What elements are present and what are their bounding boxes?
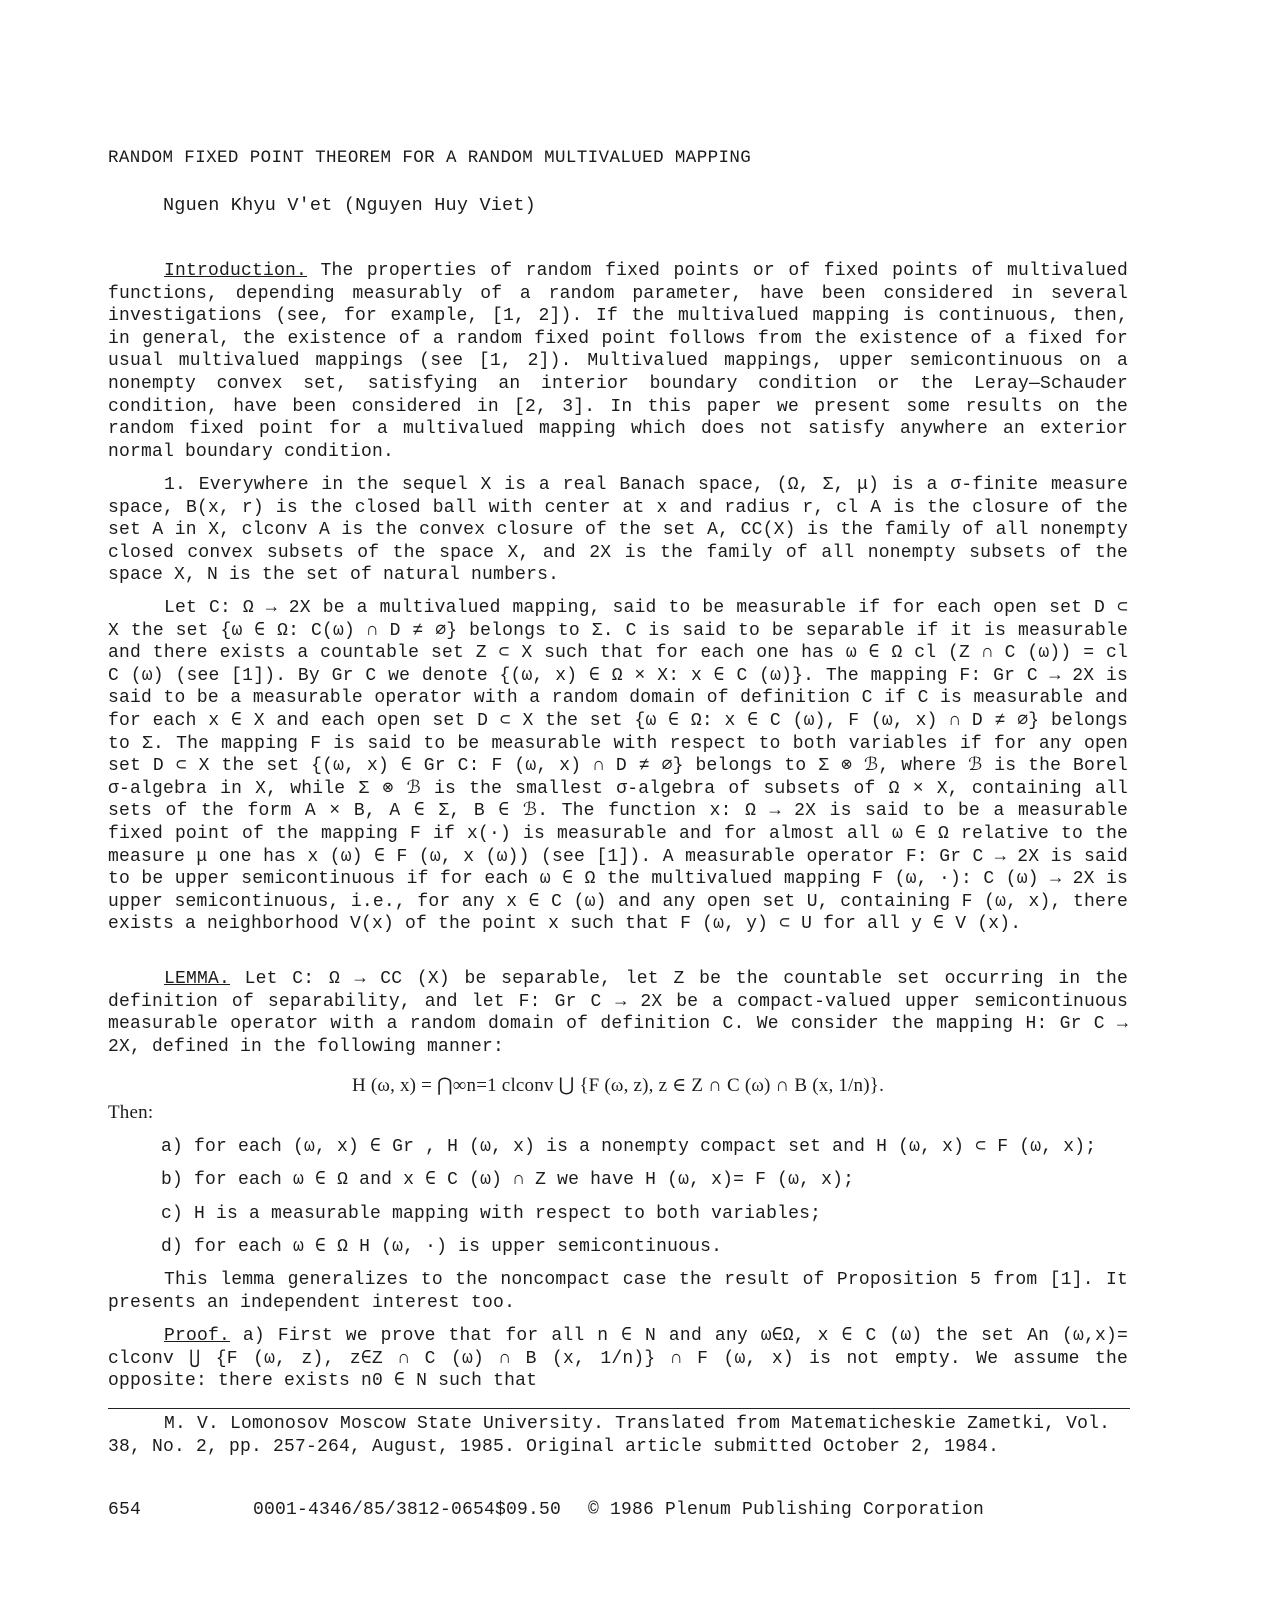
lemma-item-a: a) for each (ω, x) ∈ Gr , H (ω, x) is a nonempty compact set and H (ω, x) ⊂ F (ω, x); <box>161 1137 1097 1157</box>
introduction-text: The properties of random fixed points or of fixed points of multivalued functions, depending measurably of a random parameter, have been considered in several investigations (see, for example, [1, 2]). If the multivalued mapping is continuous, then, in general, the existence of a random fixed point follows from the existence of a fixed for usual multivalued mappings (see [1, 2]). Multivalued mappings, upper semicontinuous on a nonempty convex set, satisfying an interior boundary condition or the Leray—Schauder condition, have been considered in [2, 3]. In this paper we present some results on the random fixed point for a multivalued mapping which does not satisfy anywhere an exterior normal boundary condition. <box>108 261 1128 462</box>
then-label: Then: <box>108 1102 154 1123</box>
lemma-formula: H (ω, x) = ⋂∞n=1 clconv ⋃ {F (ω, z), z ∈ Z ∩ C (ω) ∩ B (x, 1/n)}. <box>351 1075 885 1096</box>
footnote-text: M. V. Lomonosov Moscow State University. Translated from Matematicheskie Zametki, Vol. 38, No. 2, pp. 257-264, August, 1985. Original article submitted October 2, 1984. <box>108 1414 1111 1457</box>
page-number: 654 <box>108 1500 142 1520</box>
lemma-item-c: c) H is a measurable mapping with respect to both variables; <box>161 1204 822 1224</box>
proof-paragraph <box>108 1325 1128 1393</box>
paper-title: RANDOM FIXED POINT THEOREM FOR A RANDOM MULTIVALUED MAPPING <box>108 148 752 168</box>
proof-text: a) First we prove that for all n ∈ N and any ω∈Ω, x ∈ C (ω) the set An (ω,x)= clconv ⋃ {F (ω, z), z∈Z ∩ C (ω) ∩ B (x, 1/n)} ∩ F (ω, x) is not empty. We assume the opposite: there exists n0 ∈ N such that <box>108 1326 1128 1392</box>
paper-author: Nguen Khyu V'et (Nguyen Huy Viet) <box>163 195 536 216</box>
lemma-item-b: b) for each ω ∈ Ω and x ∈ C (ω) ∩ Z we have H (ω, x)= F (ω, x); <box>161 1170 855 1190</box>
lemma-paragraph <box>108 968 1128 1058</box>
proof-heading: Proof. <box>164 1326 231 1346</box>
copyright-notice: © 1986 Plenum Publishing Corporation <box>588 1500 985 1520</box>
footnote-divider <box>108 1408 1130 1409</box>
lemma-text: Let C: Ω → CC (X) be separable, let Z be the countable set occurring in the definition of separability, and let F: Gr C → 2X be a compact-valued upper semicontinuous measurable operator with a random domain of definition C. We consider the mapping H: Gr C → 2X, defined in the following manner: <box>108 969 1128 1057</box>
article-code: 0001-4346/85/3812-0654$09.50 <box>253 1500 562 1520</box>
definitions-paragraph: Let C: Ω → 2X be a multivalued mapping, said to be measurable if for each open set D ⊂ X the set {ω ∈ Ω: C(ω) ∩ D ≠ ∅} belongs to Σ. C is said to be separable if it is measurable and there exists a countable set Z ⊂ X such that for each one has ω ∈ Ω cl (Z ∩ C (ω)) = cl C (ω) (see [1]). By Gr C we denote {(ω, x) ∈ Ω × X: x ∈ C (ω)}. The mapping F: Gr C → 2X is said to be a measurable operator with a random domain of definition C if C is measurable and for each x ∈ X and each open set D ⊂ X the set {ω ∈ Ω: x ∈ C (ω), F (ω, x) ∩ D ≠ ∅} belongs to Σ. The mapping F is said to be measurable with respect to both variables if for any open set D ⊂ X the set {(ω, x) ∈ Gr C: F (ω, x) ∩ D ≠ ∅} belongs to Σ ⊗ ℬ, where ℬ is the Borel σ-algebra in X, while Σ ⊗ ℬ is the smallest σ-algebra of subsets of Ω × X, containing all sets of the form A × B, A ∈ Σ, B ∈ ℬ. The function x: Ω → 2X is said to be a measurable fixed point of the mapping F if x(·) is measurable and for almost all ω ∈ Ω relative to the measure μ one has x (ω) ∈ F (ω, x (ω)) (see [1]). A measurable operator F: Gr C → 2X is said to be upper semicontinuous if for each ω ∈ Ω the multivalued mapping F (ω, ·): C (ω) → 2X is upper semicontinuous, i.e., for any x ∈ C (ω) and any open set U, containing F (ω, x), there exists a neighborhood V(x) of the point x such that F (ω, y) ⊂ U for all y ∈ V (x). <box>108 598 1128 935</box>
introduction-paragraph <box>108 260 1128 463</box>
footnote <box>108 1413 1128 1458</box>
lemma-heading: LEMMA. <box>164 969 231 989</box>
generalization-paragraph: This lemma generalizes to the noncompact case the result of Proposition 5 from [1]. It presents an independent interest too. <box>108 1270 1128 1313</box>
introduction-heading: Introduction. <box>164 261 308 281</box>
section-1-paragraph: 1. Everywhere in the sequel X is a real Banach space, (Ω, Σ, μ) is a σ-finite measure space, B(x, r) is the closed ball with center at x and radius r, cl A is the closure of the set A in X, clconv A is the convex closure of the set A, CC(X) is the family of all nonempty closed convex subsets of the space X, and 2X is the family of all nonempty subsets of the space X, N is the set of natural numbers. <box>108 475 1128 586</box>
lemma-item-d: d) for each ω ∈ Ω H (ω, ·) is upper semicontinuous. <box>161 1237 723 1257</box>
